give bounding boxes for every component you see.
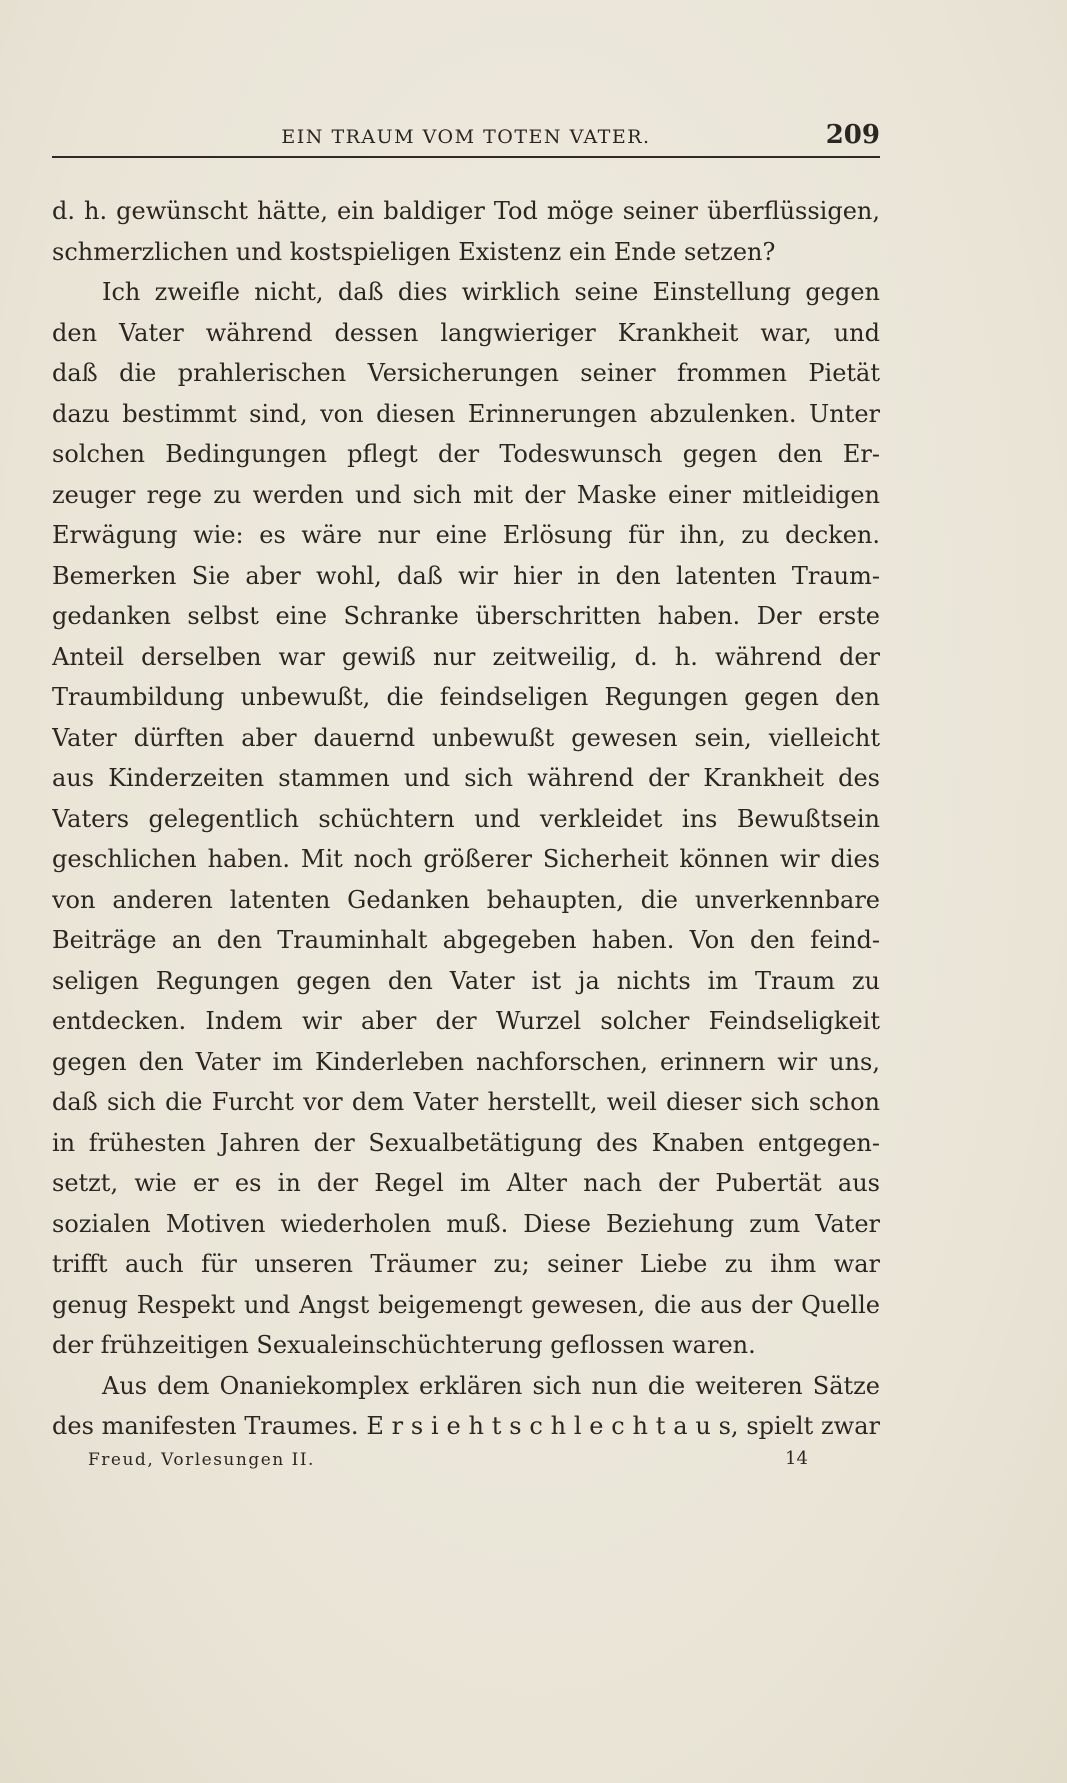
text-line: daß die prahlerischen Versicherungen seiner frommen Pietät: [52, 359, 880, 387]
text-line: daß sich die Furcht vor dem Vater herstellt, weil dieser sich schon: [52, 1088, 880, 1116]
text-line: Bemerken Sie aber wohl, daß wir hier in den latenten Traum-: [52, 561, 880, 590]
text-line: Aus dem Onaniekomplex erklären sich nun die weiteren Sätze: [102, 1371, 880, 1400]
text-line: Erwägung wie: es wäre nur eine Erlösung für ihn, zu decken.: [52, 521, 880, 549]
text-line: setzt, wie er es in der Regel im Alter nach der Pubertät aus: [52, 1169, 880, 1197]
text-line: des manifesten Traumes. E r s i e h t s c h l e c h t a u s, spielt zwar: [52, 1412, 880, 1440]
page-number: 209: [825, 120, 880, 150]
text-line: Ich zweifle nicht, daß dies wirklich seine Einstellung gegen: [102, 278, 880, 306]
text-line: Anteil derselben war gewiß nur zeitweilig, d. h. während der: [52, 642, 880, 671]
text-line: d. h. gewünscht hätte, ein baldiger Tod möge seiner überflüssigen,: [52, 197, 880, 225]
text-line: trifft auch für unseren Träumer zu; seiner Liebe zu ihm war: [52, 1250, 880, 1278]
sheet-number: 14: [785, 1448, 808, 1469]
body-text: [52, 191, 880, 1447]
text-line: dazu bestimmt sind, von diesen Erinnerungen abzulenken. Unter: [52, 399, 880, 428]
text-line: Traumbildung unbewußt, die feindseligen Regungen gegen den: [52, 683, 880, 711]
text-line: genug Respekt und Angst beigemengt gewesen, die aus der Quelle: [52, 1290, 880, 1319]
text-line: gegen den Vater im Kinderleben nachforschen, erinnern wir uns,: [52, 1047, 880, 1076]
text-line: aus Kinderzeiten stammen und sich während der Krankheit des: [52, 764, 880, 792]
text-line: gedanken selbst eine Schranke überschritten haben. Der erste: [52, 602, 880, 630]
text-line: Vaters gelegentlich schüchtern und verkleidet ins Bewußtsein: [52, 804, 880, 833]
text-line: sozialen Motiven wiederholen muß. Diese Beziehung zum Vater: [52, 1209, 880, 1238]
text-line: geschlichen haben. Mit noch größerer Sicherheit können wir dies: [52, 845, 880, 873]
text-line: solchen Bedingungen pflegt der Todeswunsch gegen den Er-: [52, 440, 880, 468]
running-head: [52, 120, 880, 160]
header-rule: [52, 156, 880, 158]
text-line: Vater dürften aber dauernd unbewußt gewesen sein, vielleicht: [52, 723, 880, 752]
text-line: schmerzlichen und kostspieligen Existenz ein Ende setzen?: [52, 237, 776, 266]
text-line: in frühesten Jahren der Sexualbetätigung des Knaben entgegen-: [52, 1128, 880, 1157]
text-line: Beiträge an den Trauminhalt abgegeben haben. Von den feind-: [52, 926, 880, 954]
text-line: entdecken. Indem wir aber der Wurzel solcher Feindseligkeit: [52, 1007, 880, 1035]
running-head-title: EIN TRAUM VOM TOTEN VATER.: [281, 126, 651, 148]
text-line: seligen Regungen gegen den Vater ist ja nichts im Traum zu: [52, 966, 880, 995]
text-line: zeuger rege zu werden und sich mit der Maske einer mitleidigen: [52, 480, 880, 509]
text-line: der frühzeitigen Sexualeinschüchterung geflossen waren.: [52, 1331, 756, 1359]
text-line: den Vater während dessen langwieriger Krankheit war, und: [52, 318, 880, 347]
footer-signature: Freud, Vorlesungen II.: [88, 1450, 315, 1470]
text-line: von anderen latenten Gedanken behaupten, die unverkennbare: [52, 885, 880, 914]
